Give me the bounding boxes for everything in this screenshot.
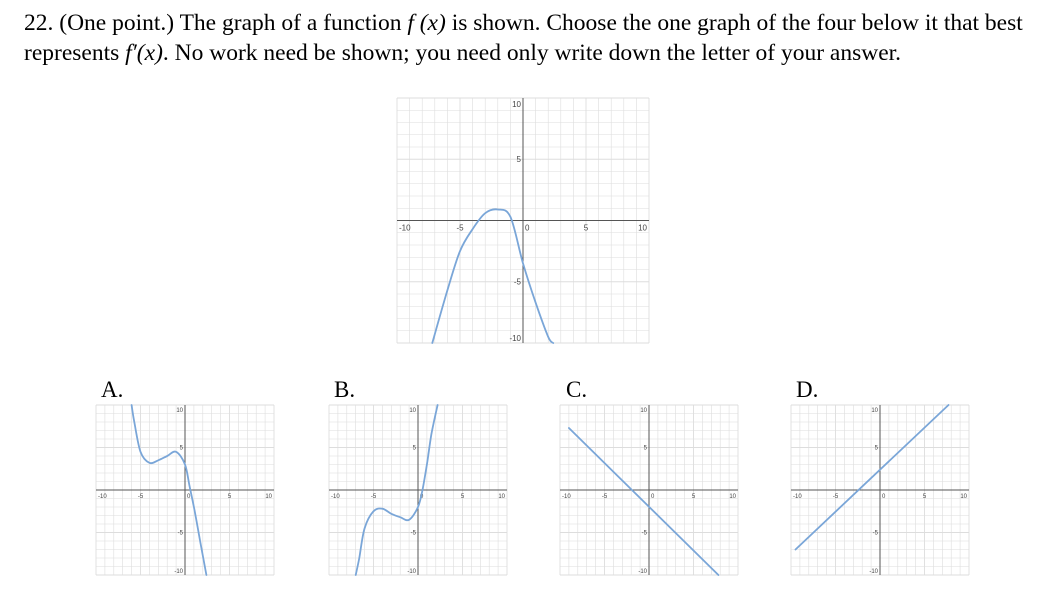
question-number: 22. (24, 10, 54, 36)
x-tick-label: 5 (691, 494, 696, 500)
x-tick-label: 10 (498, 494, 505, 500)
option-label-a: A. (101, 377, 124, 402)
x-tick-label: 0 (882, 494, 886, 500)
y-tick-label: -5 (641, 530, 647, 537)
function-curve (432, 209, 553, 343)
x-tick-label: 0 (651, 494, 655, 500)
y-tick-label: -10 (407, 569, 416, 575)
x-tick-label: 5 (227, 494, 232, 500)
y-tick-label: 10 (512, 100, 521, 109)
x-tick-label: -10 (399, 223, 411, 233)
x-tick-label: -10 (331, 494, 340, 500)
y-tick-label: 5 (516, 155, 521, 165)
graph-svg (791, 405, 969, 575)
y-tick-label: 10 (409, 408, 416, 414)
graph-svg (560, 405, 738, 575)
y-tick-label: -10 (869, 569, 878, 575)
x-tick-label: 10 (960, 494, 967, 500)
y-tick-label: 5 (874, 445, 878, 452)
option-label-b: B. (334, 377, 356, 402)
x-tick-label: -10 (562, 494, 571, 500)
question-points: (One point.) (59, 10, 175, 36)
x-tick-label: 0 (420, 494, 424, 500)
y-tick-label: -10 (638, 569, 647, 575)
graph-svg (329, 405, 507, 575)
y-tick-label: 10 (176, 408, 183, 414)
y-tick-label: -10 (174, 569, 183, 575)
x-tick-label: 5 (460, 494, 465, 500)
function-curve (796, 405, 949, 550)
y-tick-label: -10 (509, 334, 521, 343)
y-tick-label: -5 (513, 277, 521, 287)
option-graph-a (96, 405, 274, 575)
x-tick-label: 10 (638, 223, 647, 233)
question-text (24, 8, 1029, 68)
question-sentence-1-end: is shown. Choose the one graph of the four below it that best represents (24, 10, 1023, 66)
option-label-d: D. (796, 377, 819, 402)
option-graph-c (560, 405, 738, 575)
x-tick-label: -10 (793, 494, 802, 500)
option-label-c: C. (566, 377, 588, 402)
x-tick-label: -5 (137, 494, 144, 500)
x-tick-label: -5 (370, 494, 377, 500)
x-tick-label: 0 (187, 494, 191, 500)
x-tick-label: 10 (265, 494, 272, 500)
main-graph (397, 98, 649, 343)
y-tick-label: -5 (177, 530, 183, 537)
y-tick-label: 5 (643, 445, 647, 452)
x-tick-label: -10 (98, 494, 107, 500)
question-sentence-2: . No work need be shown; you need only write down the letter of your answer. (162, 40, 902, 66)
option-graph-d (791, 405, 969, 575)
derivative-symbol: f′(x) (125, 40, 163, 66)
x-tick-label: -5 (832, 494, 839, 500)
y-tick-label: 5 (179, 445, 183, 452)
x-tick-label: -5 (601, 494, 608, 500)
x-tick-label: -5 (456, 223, 464, 233)
y-tick-label: 10 (871, 408, 878, 414)
x-tick-label: 5 (583, 223, 589, 233)
y-tick-label: 10 (640, 408, 647, 414)
graph-svg (96, 405, 274, 575)
x-tick-label: 5 (922, 494, 927, 500)
question-sentence-1: The graph of a function (179, 10, 402, 36)
y-tick-label: 5 (412, 445, 416, 452)
option-graph-b (329, 405, 507, 575)
x-tick-label: 10 (729, 494, 736, 500)
y-tick-label: -5 (872, 530, 878, 537)
graph-svg (397, 98, 649, 343)
function-symbol: f (x) (407, 10, 446, 36)
x-tick-label: 0 (525, 223, 530, 233)
y-tick-label: -5 (410, 530, 416, 537)
